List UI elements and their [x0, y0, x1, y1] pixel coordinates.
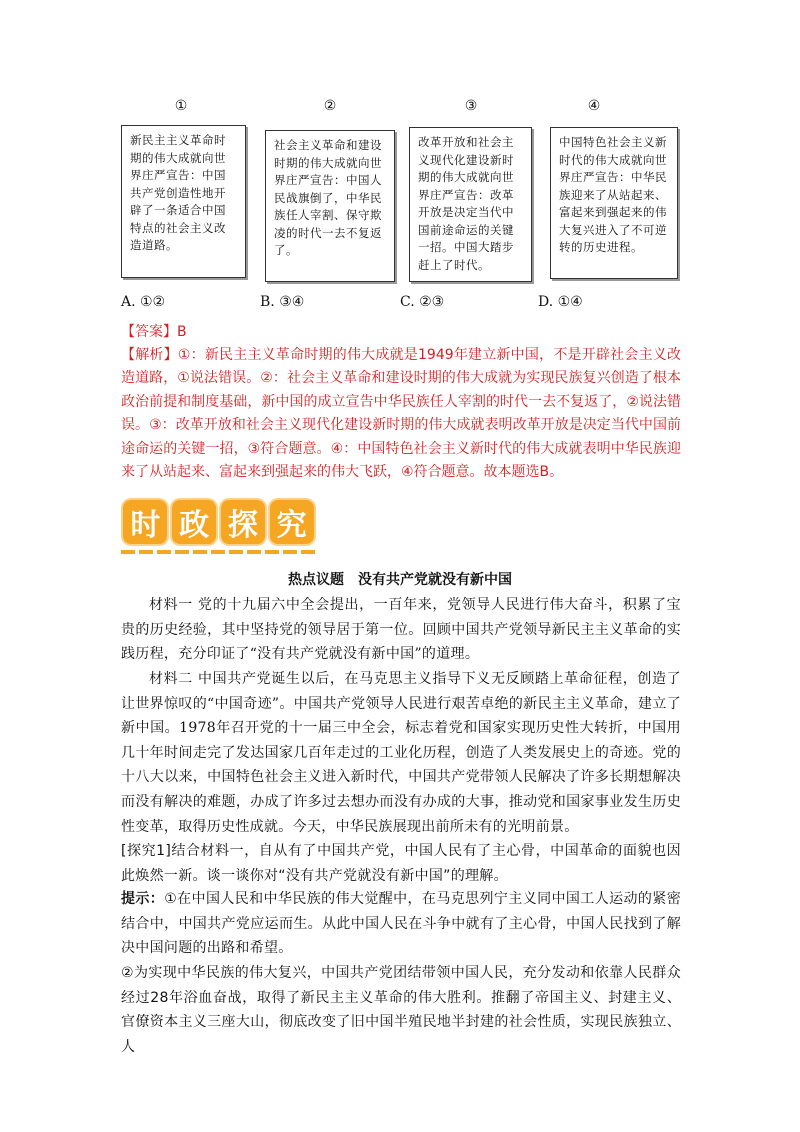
- answer-label: 【答案】: [121, 324, 177, 340]
- banner-char-3: 探: [221, 500, 265, 544]
- banner-underline: [121, 548, 316, 558]
- explore-question-1: [探究1]结合材料一，自从有了中国共产党，中国人民有了主心骨，中国革命的面貌也因此焕然一新。谈一谈你对“没有共产党就没有新中国”的理解。: [121, 843, 681, 884]
- answer-value: B: [177, 324, 187, 340]
- hint-1: [121, 887, 681, 961]
- material-one: 材料一 党的十九届六中全会提出，一百年来，党领导人民进行伟大奋斗，积累了宝贵的历史经验，其中坚持党的领导居于第一位。回顾中国共产党领导新民主主义革命的实践历程，充分印证了“没有共产党就没有新中国”的道理。: [121, 597, 681, 663]
- analysis-label: 【解析】: [121, 347, 178, 363]
- item-number-3: ③: [464, 98, 478, 114]
- hint-1-text: ①在中国人民和中华民族的伟大觉醒中，在马克思列宁主义同中国工人运动的紧密结合中，中国共产党应运而生。从此中国人民在斗争中就有了主心骨，中国人民找到了解决中国问题的出路和希望。: [121, 891, 681, 957]
- section-banner: [121, 498, 316, 556]
- analysis-paragraph: [121, 344, 681, 484]
- answer-line: [121, 321, 187, 341]
- option-a: A. ①②: [121, 294, 166, 310]
- item-box-1: 新民主主义革命时期的伟大成就向世界庄严宣告：中国共产党创造性地开辟了一条适合中国特点的社会主义改造道路。: [121, 125, 246, 278]
- item-box-2: 社会主义革命和建设时期的伟大成就向世界庄严宣告：中国人民战旗倒了，中华民族任人宰割、保守欺凌的时代一去不复返了。: [265, 130, 395, 282]
- material-two: 材料二 中国共产党诞生以后，在马克思主义指导下义无反顾踏上革命征程，创造了让世界惊叹的“中国奇迹”。中国共产党领导人民进行艰苦卓绝的新民主主义革命，建立了新中国。1978年召开党的十一届三中全会，标志着党和国家实现历史性大转折，中国用几十年时间走完了发达国家几百年走过的工业化历程，创造了人类发展史上的奇迹。党的十八大以来，中国特色社会主义进入新时代，中国共产党带领人民解决了许多长期想解决而没有解决的难题，办成了许多过去想办而没有办成的大事，推动党和国家事业发生历史性变革，取得历史性成就。今天，中华民族展现出前所未有的光明前景。: [121, 671, 681, 835]
- item-box-3: 改革开放和社会主义现代化建设新时期的伟大成就向世界庄严宣告：改革开放是决定当代中国前途命运的关键一招。中国大踏步赶上了时代。: [409, 127, 532, 282]
- banner-char-2: 政: [172, 500, 216, 544]
- banner-char-4: 究: [270, 500, 314, 544]
- item-number-1: ①: [174, 98, 188, 114]
- item-number-2: ②: [323, 98, 337, 114]
- item-box-4: 中国特色社会主义新时代的伟大成就向世界庄严宣告：中华民族迎来了从站起来、富起来到强起来的伟大复兴进入了不可逆转的历史进程。: [550, 127, 678, 279]
- option-c: C. ②③: [400, 294, 445, 310]
- section-heading: 热点议题 没有共产党就没有新中国: [288, 572, 512, 588]
- banner-char-1: 时: [123, 500, 167, 544]
- hint-2: ②为实现中华民族的伟大复兴，中国共产党团结带领中国人民，充分发动和依靠人民群众经过28年浴血奋战，取得了新民主主义革命的伟大胜利。推翻了帝国主义、封建主义、官僚资本主义三座大山，彻底改变了旧中国半殖民地半封建的社会性质，实现民族独立、人: [121, 965, 681, 1055]
- option-b: B. ③④: [260, 294, 305, 310]
- option-d: D. ①④: [538, 294, 583, 310]
- analysis-text: ①：新民主主义革命时期的伟大成就是1949年建立新中国，不是开辟社会主义改造道路，①说法错误。②：社会主义革命和建设时期的伟大成就为实现民族复兴创造了根本政治前提和制度基础，新中国的成立宣告中华民族任人宰割的时代一去不复返了，②说法错误。③：改革开放和社会主义现代化建设新时期的伟大成就表明改革开放是决定当代中国前途命运的关键一招，③符合题意。④：中国特色社会主义新时代的伟大成就表明中华民族迎来了从站起来、富起来到强起来的伟大飞跃，④符合题意。故本题选B。: [121, 347, 682, 481]
- item-number-4: ④: [587, 98, 601, 114]
- hint-label: 提示：: [121, 891, 165, 907]
